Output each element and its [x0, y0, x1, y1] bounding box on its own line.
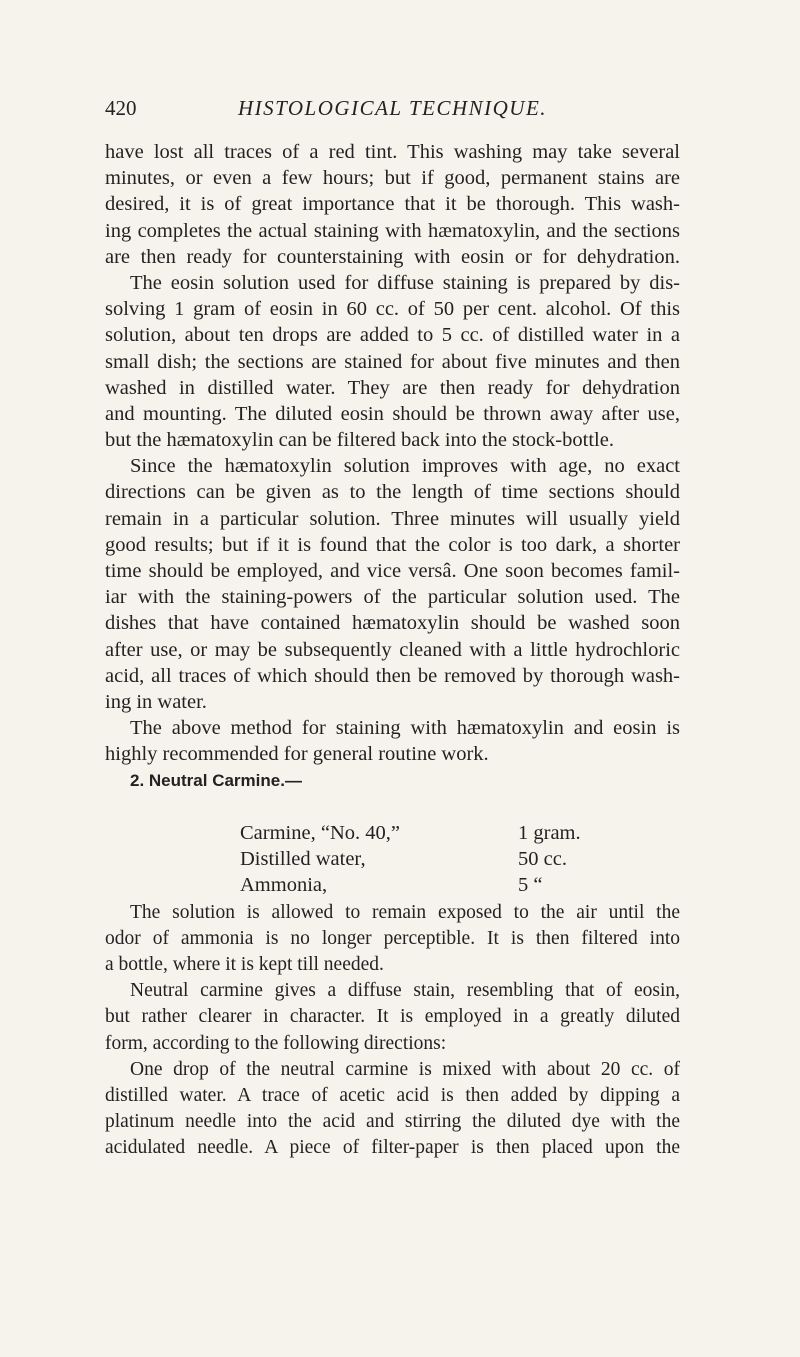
text-line: and mounting. The diluted eosin should be thrown away after use, [105, 402, 680, 425]
text-line: after use, or may be subsequently cleaned with a little hydrochloric [105, 638, 680, 661]
text-line: One drop of the neutral carmine is mixed with about 20 cc. of [130, 1058, 680, 1080]
text-line: distilled water. A trace of acetic acid is then added by dipping a [105, 1085, 680, 1106]
ingredient-name: Ammonia, [240, 873, 328, 896]
text-line: good results; but if it is found that the color is too dark, a shorter [105, 533, 680, 556]
text-line: but rather clearer in character. It is employed in a greatly diluted [105, 1006, 680, 1028]
text-line: directions can be given as to the length of time sections should [105, 481, 680, 504]
ingredient-name: Carmine, “No. 40,” [240, 821, 400, 844]
ingredient-amount: 50 cc. [518, 847, 567, 870]
text-line: The solution is allowed to remain exposed to the air until the [130, 901, 680, 923]
text-line: iar with the staining-powers of the particular solution used. The [105, 586, 680, 609]
text-line: platinum needle into the acid and stirring the diluted dye with the [105, 1111, 680, 1133]
recipe-row [240, 872, 660, 899]
text-line: but the hæmatoxylin can be filtered back into the stock-bottle. [105, 429, 614, 452]
recipe-row [240, 820, 660, 847]
text-line: a bottle, where it is kept till needed. [105, 954, 384, 976]
text-line: The eosin solution used for diffuse staining is prepared by dis- [130, 271, 680, 294]
text-line: time should be employed, and vice versâ. One soon becomes famil- [105, 560, 680, 582]
text-line: ing completes the actual staining with hæmatoxylin, and the sections [105, 219, 680, 242]
text-line: odor of ammonia is no longer perceptible. It is then filtered into [105, 927, 680, 949]
text-line: acidulated needle. A piece of filter-paper is then placed upon the [105, 1137, 680, 1159]
page-body [105, 139, 680, 1162]
text-line: dishes that have contained hæmatoxylin should be washed soon [105, 612, 680, 635]
text-line: highly recommended for general routine work. [105, 743, 489, 766]
text-line: washed in distilled water. They are then ready for dehydration [105, 376, 680, 399]
section-heading: 2. Neutral Carmine.— [130, 770, 302, 790]
ingredient-amount: 5 “ [518, 873, 543, 896]
text-line: The above method for staining with hæmatoxylin and eosin is [130, 717, 680, 740]
text-line: solution, about ten drops are added to 5 cc. of distilled water in a [105, 324, 680, 347]
paragraph-5 [105, 900, 680, 979]
paragraph-4 [105, 715, 680, 767]
text-line: ing in water. [105, 690, 207, 713]
text-line: Neutral carmine gives a diffuse stain, resembling that of eosin, [130, 980, 680, 1002]
text-line: acid, all traces of which should then be removed by thorough wash- [105, 664, 680, 687]
text-line: have lost all traces of a red tint. This washing may take several [105, 141, 680, 163]
recipe-row [240, 846, 660, 873]
paragraph-7 [105, 1057, 680, 1162]
text-line: are then ready for counterstaining with eosin or for dehydration. [105, 245, 680, 268]
ingredient-amount: 1 gram. [518, 821, 581, 844]
page-number: 420 [105, 96, 137, 120]
text-line: small dish; the sections are stained for about five minutes and then [105, 350, 680, 373]
text-line: remain in a particular solution. Three minutes will usually yield [105, 507, 680, 530]
paragraph-1 [105, 139, 680, 270]
text-line: Since the hæmatoxylin solution improves with age, no exact [130, 455, 680, 478]
spacer [105, 794, 680, 820]
text-line: form, according to the following directions: [105, 1032, 447, 1054]
text-line: desired, it is of great importance that it be thorough. This wash- [105, 193, 680, 216]
running-title: HISTOLOGICAL TECHNIQUE. [237, 96, 548, 120]
text-line: minutes, or even a few hours; but if good, permanent stains are [105, 167, 680, 190]
paragraph-2 [105, 270, 680, 453]
ingredient-name: Distilled water, [240, 847, 366, 870]
paragraph-3 [105, 453, 680, 715]
paragraph-6 [105, 978, 680, 1057]
recipe-table [240, 820, 660, 900]
text-line: solving 1 gram of eosin in 60 cc. of 50 per cent. alcohol. Of this [105, 298, 680, 321]
page-header [105, 96, 680, 126]
